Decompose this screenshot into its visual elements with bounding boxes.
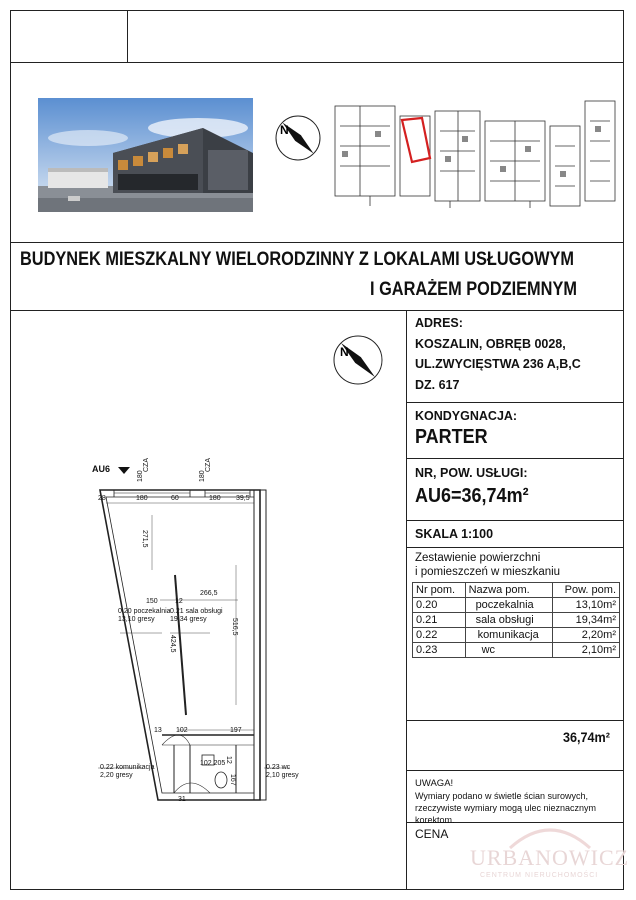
unit-label: NR, POW. USŁUGI:	[415, 466, 528, 480]
unit-value: AU6=36,74m²	[415, 485, 529, 507]
door-dim: 102 205	[200, 760, 226, 767]
room-022-area: 2,20 gresy	[100, 772, 133, 779]
dim-top-180a: 180	[136, 495, 148, 502]
room-nr: 0.21	[413, 613, 466, 628]
dim-13: 13	[154, 727, 162, 734]
dim-12: 12	[175, 598, 183, 605]
address-label: ADRES:	[415, 316, 463, 330]
dim-5165: 516,5	[231, 618, 238, 636]
note-line1: Wymiary podano w świetle ścian surowych,	[415, 791, 588, 801]
room-name: poczekalnia	[465, 598, 553, 613]
room-nr: 0.22	[413, 628, 466, 643]
storey-divider	[406, 458, 624, 459]
header-name: Nazwa pom.	[465, 583, 553, 598]
watermark-sub: CENTRUM NIERUCHOMOŚCI	[480, 872, 599, 879]
room-area: 13,10m²	[553, 598, 620, 613]
room-nr: 0.20	[413, 598, 466, 613]
dim-window-1-size: 180	[137, 470, 144, 482]
svg-text:N: N	[340, 345, 349, 359]
header-cell-divider	[127, 10, 128, 62]
table-row	[413, 628, 620, 643]
watermark-brand: URBANOWICZ	[470, 845, 630, 870]
note-line2: rzeczywiste wymiary mogą ulec nieznacznym	[415, 803, 597, 813]
building-photo	[38, 98, 253, 212]
room-name: sala obsługi	[465, 613, 553, 628]
room-name: komunikacja	[465, 628, 553, 643]
summary-bottom-divider	[406, 720, 624, 721]
dim-4245: 424,5	[169, 635, 176, 653]
table-row	[413, 643, 620, 658]
unit-divider	[406, 520, 624, 521]
room-020-name: 0.20 poczekalnia	[118, 608, 171, 615]
storey-value: PARTER	[415, 426, 488, 448]
room-021-area: 19,34 gresy	[170, 616, 207, 623]
room-021-name: 0.21 sala obsługi	[170, 608, 223, 615]
address-divider	[406, 402, 624, 403]
north-arrow-icon	[330, 332, 386, 388]
room-area: 19,34m²	[553, 613, 620, 628]
dim-top-395: 39,5	[236, 495, 250, 502]
price-label: CENA	[415, 827, 449, 841]
summary-caption-line1: Zestawienie powierzchni	[415, 552, 541, 564]
table-row	[413, 613, 620, 628]
scale-divider	[406, 547, 624, 548]
images-divider	[10, 242, 624, 243]
total-divider	[406, 770, 624, 771]
dim-top-180b: 180	[209, 495, 221, 502]
note-title: UWAGA!	[415, 778, 454, 789]
table-row	[413, 598, 620, 613]
dim-window-2-size: 180	[199, 470, 206, 482]
address-line2: UL.ZWYCIĘSTWA 236 A,B,C	[415, 357, 581, 371]
floor-plan	[90, 455, 390, 815]
dim-12b: 12	[225, 756, 232, 764]
dim-150: 150	[146, 598, 158, 605]
header-area: Pow. pom.	[553, 583, 620, 598]
info-column-divider	[406, 310, 407, 890]
dim-window-1: CZA	[143, 458, 150, 472]
room-023-name: 0.23 wc	[266, 764, 291, 771]
room-area: 2,20m²	[553, 628, 620, 643]
building-title-line1: BUDYNEK MIESZKALNY WIELORODZINNY Z LOKALAMI USŁUGOWYM	[20, 249, 575, 270]
dim-197: 197	[230, 727, 242, 734]
room-023-area: 2,10 gresy	[266, 772, 299, 779]
title-divider	[10, 310, 624, 311]
dim-102: 102	[176, 727, 188, 734]
dim-top-28: 28	[98, 495, 106, 502]
address-line3: DZ. 617	[415, 378, 460, 392]
summary-caption-line2: i pomieszczeń w mieszkaniu	[415, 566, 561, 578]
room-022-name: 0.22 komunikacja	[100, 764, 155, 771]
address-line1: KOSZALIN, OBRĘB 0028,	[415, 337, 566, 351]
plan-unit-tag: AU6	[92, 464, 111, 474]
rooms-table	[412, 582, 620, 658]
dim-top-60: 60	[171, 495, 179, 502]
total-area: 36,74m²	[563, 729, 610, 745]
note-line3: korektom.	[415, 815, 455, 825]
rooms-table-header	[413, 583, 620, 598]
dim-2665: 266,5	[200, 590, 218, 597]
dim-31: 31	[178, 796, 186, 803]
dim-167: 167	[229, 774, 236, 786]
scale-label: SKALA 1:100	[415, 527, 494, 541]
key-plan	[330, 96, 620, 212]
dim-2715: 271,5	[141, 530, 148, 548]
building-title-line2: I GARAŻEM PODZIEMNYM	[370, 279, 577, 300]
room-area: 2,10m²	[553, 643, 620, 658]
storey-label: KONDYGNACJA:	[415, 409, 518, 423]
room-020-area: 13,10 gresy	[118, 616, 155, 623]
north-arrow-icon	[272, 112, 324, 164]
header-divider	[10, 62, 624, 63]
room-name: wc	[465, 643, 553, 658]
header-nr: Nr pom.	[413, 583, 466, 598]
svg-text:N: N	[280, 123, 289, 137]
dim-window-2: CZA	[205, 458, 212, 472]
room-nr: 0.23	[413, 643, 466, 658]
